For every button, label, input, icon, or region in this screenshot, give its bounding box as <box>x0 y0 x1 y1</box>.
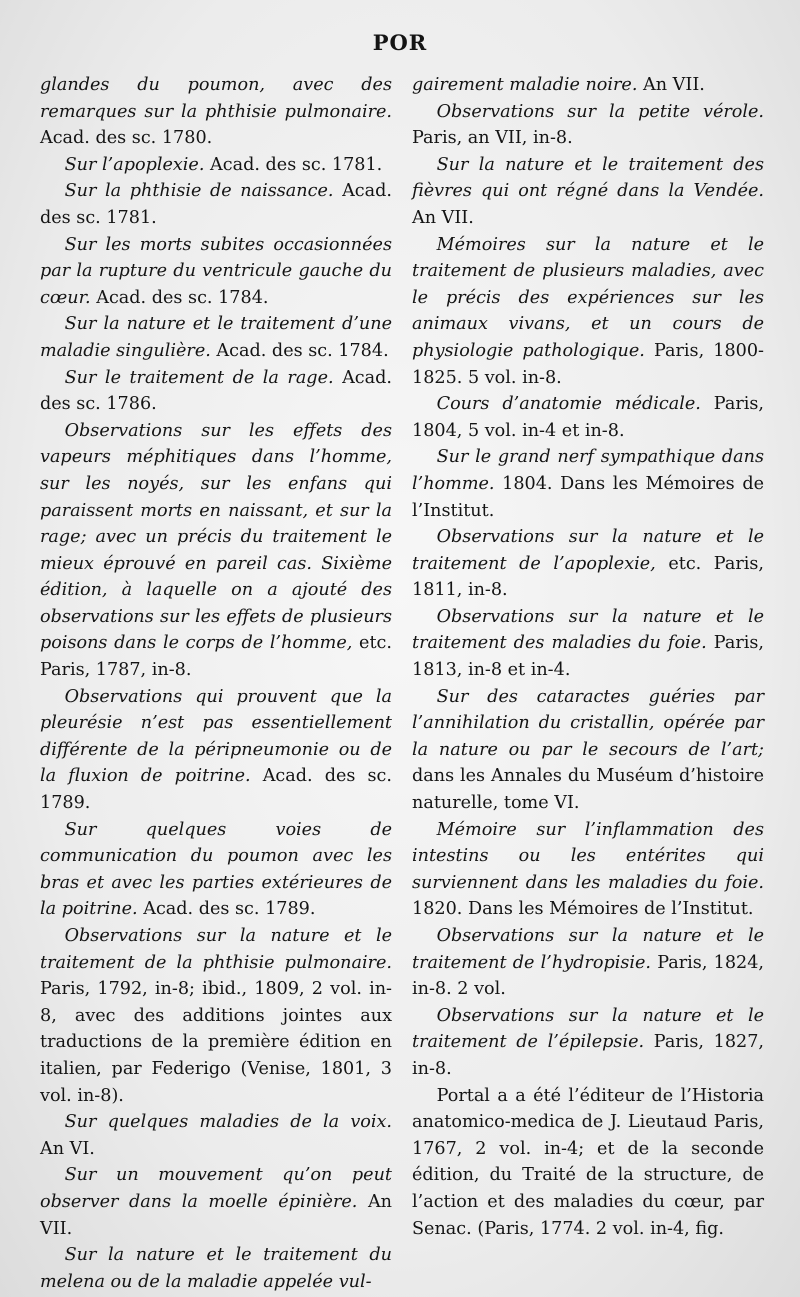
bibliography-entry <box>40 418 392 684</box>
entry-title: Sur le traitement de la rage. <box>64 367 334 388</box>
entry-title: gairement maladie noire. <box>412 75 638 95</box>
entry-title: Mémoire sur l’inflammation des intestins ou les entérites qui surviennent dans les maladies du foie. <box>412 819 764 893</box>
entry-details: 1820. Dans les Mémoires de l’Institut. <box>412 899 754 920</box>
entry-details: Acad. des sc. 1781. <box>204 154 383 175</box>
entry-details: Acad. des sc. 1784. <box>90 287 269 308</box>
bibliography-entry <box>412 72 764 99</box>
bibliography-entry <box>412 684 764 817</box>
entry-title: Sur l’apoplexie. <box>64 154 205 175</box>
entry-title: Sur un mouvement qu’on peut observer dans la moelle épinière. <box>40 1165 392 1212</box>
entry-title: Sur quelques maladies de la voix. <box>64 1112 392 1133</box>
bibliography-entry <box>412 524 764 604</box>
right-column <box>412 72 764 1242</box>
bibliography-entry <box>40 232 392 312</box>
bibliography-entry <box>40 684 392 817</box>
bibliography-entry <box>412 817 764 923</box>
entry-details: Paris, 1800-1825. 5 vol. in-8. <box>412 340 764 388</box>
entry-title: Observations sur la petite vérole. <box>436 101 764 122</box>
bibliography-entry <box>40 72 392 152</box>
entry-title: Sur quelques voies de communication du poumon avec les bras et avec les parties extérieures de la poitrine. <box>40 819 392 920</box>
entry-details: An VII. <box>40 1191 392 1239</box>
entry-details: Acad. des sc. 1786. <box>40 367 392 415</box>
entry-title: Sur le grand nerf sympathique dans l’homme. <box>412 447 764 494</box>
entry-title: Sur la nature et le traitement des fièvres qui ont régné dans la Vendée. <box>412 154 764 202</box>
entry-title: Sur la nature et le traitement d’une maladie singulière. <box>40 314 392 361</box>
bibliography-entry <box>412 99 764 152</box>
entry-title: Observations sur la nature et le traitement de l’apoplexie, <box>412 527 764 574</box>
entry-details: Portal a a été l’éditeur de l’Historia anatomico-medica de J. Lieutaud Paris, 1767, 2 vol. in-4; et de la seconde édition, du Traité de la structure, de l’action et des maladies du cœur, par Senac. (Paris, 1774. 2 vol. in-4, fig. <box>412 1085 764 1239</box>
entry-details: 1804. Dans les Mémoires de l’Institut. <box>412 473 764 521</box>
bibliography-entry <box>412 604 764 684</box>
entry-details: An VI. <box>40 1138 95 1159</box>
entry-title: Observations sur les effets des vapeurs méphitiques dans l’homme, sur les noyés, sur les enfans qui paraissent morts en naissant, et sur la rage; avec un précis du traitement le mieux éprouvé en pareil cas. Sixième édition, à laquelle on a ajouté des observations sur les effets de plusieurs poisons dans le corps de l’homme, <box>40 420 392 654</box>
entry-title: Sur les morts subites occasionnées par la rupture du ventricule gauche du cœur. <box>40 234 392 308</box>
entry-details: Paris, 1804, 5 vol. in-4 et in-8. <box>412 394 764 441</box>
entry-details: Paris, 1824, in-8. 2 vol. <box>412 952 764 1000</box>
bibliography-entry <box>40 152 392 179</box>
entry-details: An VII. <box>412 207 474 228</box>
bibliography-entry <box>412 1083 764 1243</box>
entry-title: Observations sur la nature et le traitement de l’hydropisie. <box>412 926 764 973</box>
entry-title: Observations sur la nature et le traitement de l’épilepsie. <box>412 1005 764 1053</box>
entry-details: Acad. des sc. 1789. <box>40 766 392 814</box>
entry-details: Paris, an VII, in-8. <box>412 128 573 149</box>
bibliography-entry <box>40 311 392 364</box>
entry-details: etc. Paris, 1811, in-8. <box>412 553 765 601</box>
entry-details: etc. Paris, 1787, in-8. <box>40 633 392 681</box>
bibliography-entry <box>412 391 764 444</box>
bibliography-entry <box>412 923 764 1003</box>
bibliography-entry <box>40 923 392 1109</box>
entry-title: Mémoires sur la nature et le traitement de plusieurs maladies, avec le précis des expériences sur les animaux vivans, et un cours de physiologie pathologique. <box>412 234 764 361</box>
entry-title: Observations sur la nature et le traitement des maladies du foie. <box>412 606 764 654</box>
entry-title: Observations qui prouvent que la pleurésie n’est pas essentiellement différente de la péripneumonie ou de la fluxion de poitrine. <box>40 686 392 787</box>
entry-details: Acad. des sc. 1789. <box>137 899 316 920</box>
left-column <box>40 72 392 1295</box>
bibliography-entry <box>412 1003 764 1083</box>
entry-title: Cours d’anatomie médicale. <box>436 394 701 415</box>
bibliography-entry <box>412 232 764 392</box>
bibliography-entry <box>40 817 392 923</box>
entry-details: Paris, 1813, in-8 et in-4. <box>412 633 764 681</box>
bibliography-entry <box>412 444 764 524</box>
entry-details: Acad. des sc. 1781. <box>40 181 393 228</box>
bibliography-entry <box>40 1109 392 1162</box>
entry-title: glandes du poumon, avec des remarques sur la phthisie pulmonaire. <box>40 75 392 122</box>
entry-details: Paris, 1827, in-8. <box>412 1032 765 1079</box>
entry-title: Observations sur la nature et le traitement de la phthisie pulmonaire. <box>40 926 392 973</box>
entry-title: Sur la phthisie de naissance. <box>64 181 334 202</box>
entry-details: Acad. des sc. 1784. <box>210 340 389 361</box>
bibliography-entry <box>40 1242 392 1295</box>
entry-details: An VII. <box>637 75 705 95</box>
entry-details: dans les Annales du Muséum d’histoire naturelle, tome VI. <box>412 766 764 814</box>
entry-title: Sur la nature et le traitement du melena ou de la maladie appelée vul- <box>40 1245 392 1292</box>
bibliography-entry <box>40 178 392 231</box>
bibliography-entry <box>40 1162 392 1242</box>
entry-title: Sur des cataractes guéries par l’annihilation du cristallin, opérée par la nature ou par le secours de l’art; <box>412 686 764 760</box>
entry-details: Acad. des sc. 1780. <box>40 128 213 149</box>
entry-details: Paris, 1792, in-8; ibid., 1809, 2 vol. in-8, avec des additions jointes aux traductions de la première édition en italien, par Federigo (Venise, 1801, 3 vol. in-8). <box>40 979 392 1106</box>
running-head: POR <box>372 30 428 55</box>
bibliography-entry <box>40 365 392 418</box>
bibliography-entry <box>412 152 764 232</box>
